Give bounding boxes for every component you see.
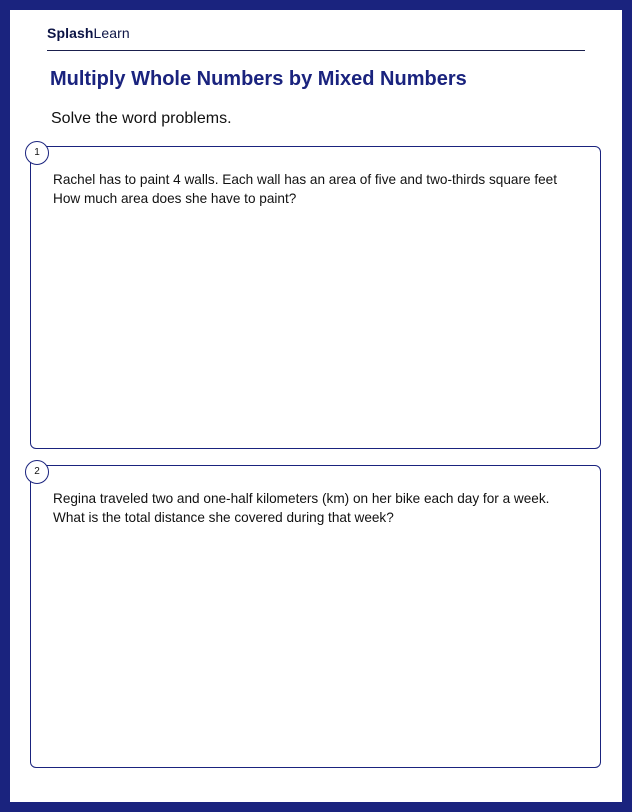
problem-2-line-1: Regina traveled two and one-half kilometers (km) on her bike each day for a week. xyxy=(53,491,550,506)
problem-box-1[interactable] xyxy=(30,146,601,449)
worksheet-title: Multiply Whole Numbers by Mixed Numbers xyxy=(50,68,467,90)
splashlearn-logo xyxy=(47,25,130,41)
problem-1-line-1: Rachel has to paint 4 walls. Each wall has an area of five and two-thirds square feet xyxy=(53,172,558,187)
problem-text-2 xyxy=(53,489,593,527)
logo-part-learn: Learn xyxy=(93,25,130,41)
header-divider xyxy=(47,50,585,51)
problem-1-line-2: How much area does she have to paint? xyxy=(53,191,297,206)
problem-number-badge-1: 1 xyxy=(25,141,49,165)
logo-part-splash: Splash xyxy=(47,25,94,41)
problem-number-badge-2: 2 xyxy=(25,460,49,484)
worksheet-instructions: Solve the word problems. xyxy=(51,110,232,127)
problem-box-2[interactable] xyxy=(30,465,601,768)
problem-2-line-2: What is the total distance she covered during that week? xyxy=(53,510,394,525)
problem-text-1 xyxy=(53,170,593,208)
